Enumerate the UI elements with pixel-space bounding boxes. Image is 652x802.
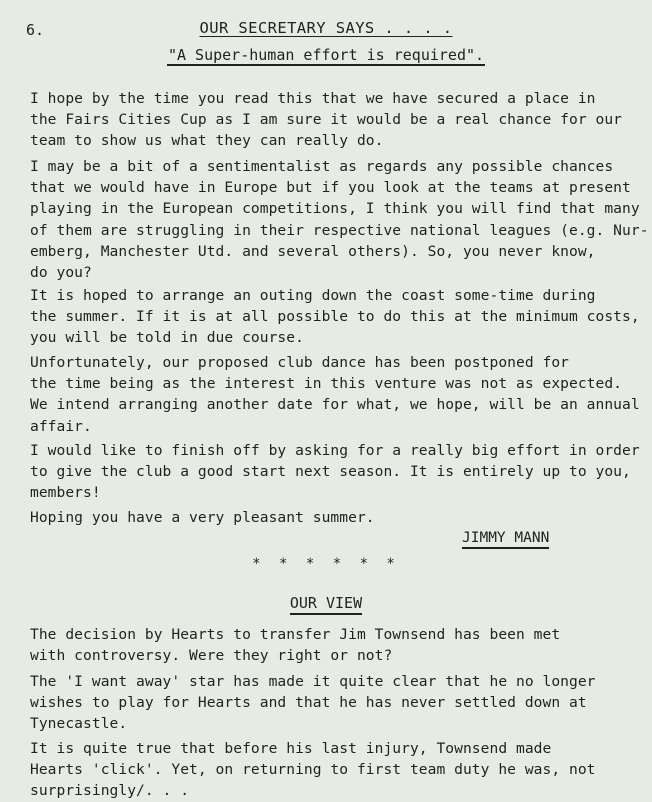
paragraph-5 xyxy=(30,440,642,504)
paragraph-line: to give the club a good start next season. It is entirely up to you, xyxy=(30,463,631,481)
paragraph-line: team to show us what they can really do. xyxy=(30,132,384,150)
view-paragraph-3 xyxy=(30,738,642,802)
paragraph-line: wishes to play for Hearts and that he has never settled down at xyxy=(30,694,587,712)
heading-text: OUR SECRETARY SAYS . . . . xyxy=(199,19,453,37)
paragraph-line: members! xyxy=(30,484,101,502)
paragraph-line: the summer. If it is at all possible to do this at the minimum costs, xyxy=(30,308,640,326)
paragraph-line: Hearts 'click'. Yet, on returning to first team duty he was, not xyxy=(30,761,596,779)
paragraph-line: It is quite true that before his last injury, Townsend made xyxy=(30,740,552,757)
paragraph-4 xyxy=(30,352,642,437)
paragraph-line: Hoping you have a very pleasant summer. xyxy=(30,509,375,526)
paragraph-line: We intend arranging another date for what, we hope, will be an annual xyxy=(30,396,640,414)
signature xyxy=(462,530,549,546)
paragraph-1 xyxy=(30,88,642,152)
paragraph-line: with controversy. Were they right or not? xyxy=(30,647,393,665)
paragraph-line: The 'I want away' star has made it quite clear that he no longer xyxy=(30,673,596,690)
paragraph-line: the Fairs Cities Cup as I am sure it would be a real chance for our xyxy=(30,111,623,129)
paragraph-3 xyxy=(30,285,642,349)
section-heading-text: OUR VIEW xyxy=(290,594,362,615)
paragraph-line: you will be told in due course. xyxy=(30,329,304,347)
paragraph-line: of them are struggling in their respective national leagues (e.g. Nur- xyxy=(30,221,649,239)
paragraph-line: the time being as the interest in this venture was not as expected. xyxy=(30,375,623,393)
paragraph-line: I may be a bit of a sentimentalist as regards any possible chances xyxy=(30,158,614,175)
paragraph-line: Unfortunately, our proposed club dance has been postponed for xyxy=(30,354,570,371)
paragraph-line: I would like to finish off by asking for a really big effort in order xyxy=(30,442,640,459)
paragraph-line: The decision by Hearts to transfer Jim Townsend has been met xyxy=(30,626,561,643)
paragraph-2 xyxy=(30,156,649,283)
paragraph-6 xyxy=(30,507,642,528)
view-paragraph-1 xyxy=(30,624,642,666)
paragraph-line: affair. xyxy=(30,417,92,435)
paragraph-line: emberg, Manchester Utd. and several others). So, you never know, xyxy=(30,242,596,260)
paragraph-line: that we would have in Europe but if you look at the teams at present xyxy=(30,179,631,197)
section-separator: * * * * * * xyxy=(252,556,400,572)
subheading-text: "A Super-human effort is required". xyxy=(167,46,485,64)
paragraph-line: surprisingly/. . . xyxy=(30,782,190,800)
paragraph-line: I hope by the time you read this that we have secured a place in xyxy=(30,90,596,107)
section-heading xyxy=(0,594,652,612)
paragraph-line: It is hoped to arrange an outing down the coast some-time during xyxy=(30,287,596,304)
page-number: 6. xyxy=(26,21,45,39)
signature-text: JIMMY MANN xyxy=(462,530,549,549)
paragraph-line: Tynecastle. xyxy=(30,715,128,733)
page-subheading xyxy=(0,46,652,64)
page-heading xyxy=(0,19,652,37)
view-paragraph-2 xyxy=(30,671,642,735)
paragraph-line: playing in the European competitions, I think you will find that many xyxy=(30,200,640,218)
paragraph-line: do you? xyxy=(30,264,92,282)
